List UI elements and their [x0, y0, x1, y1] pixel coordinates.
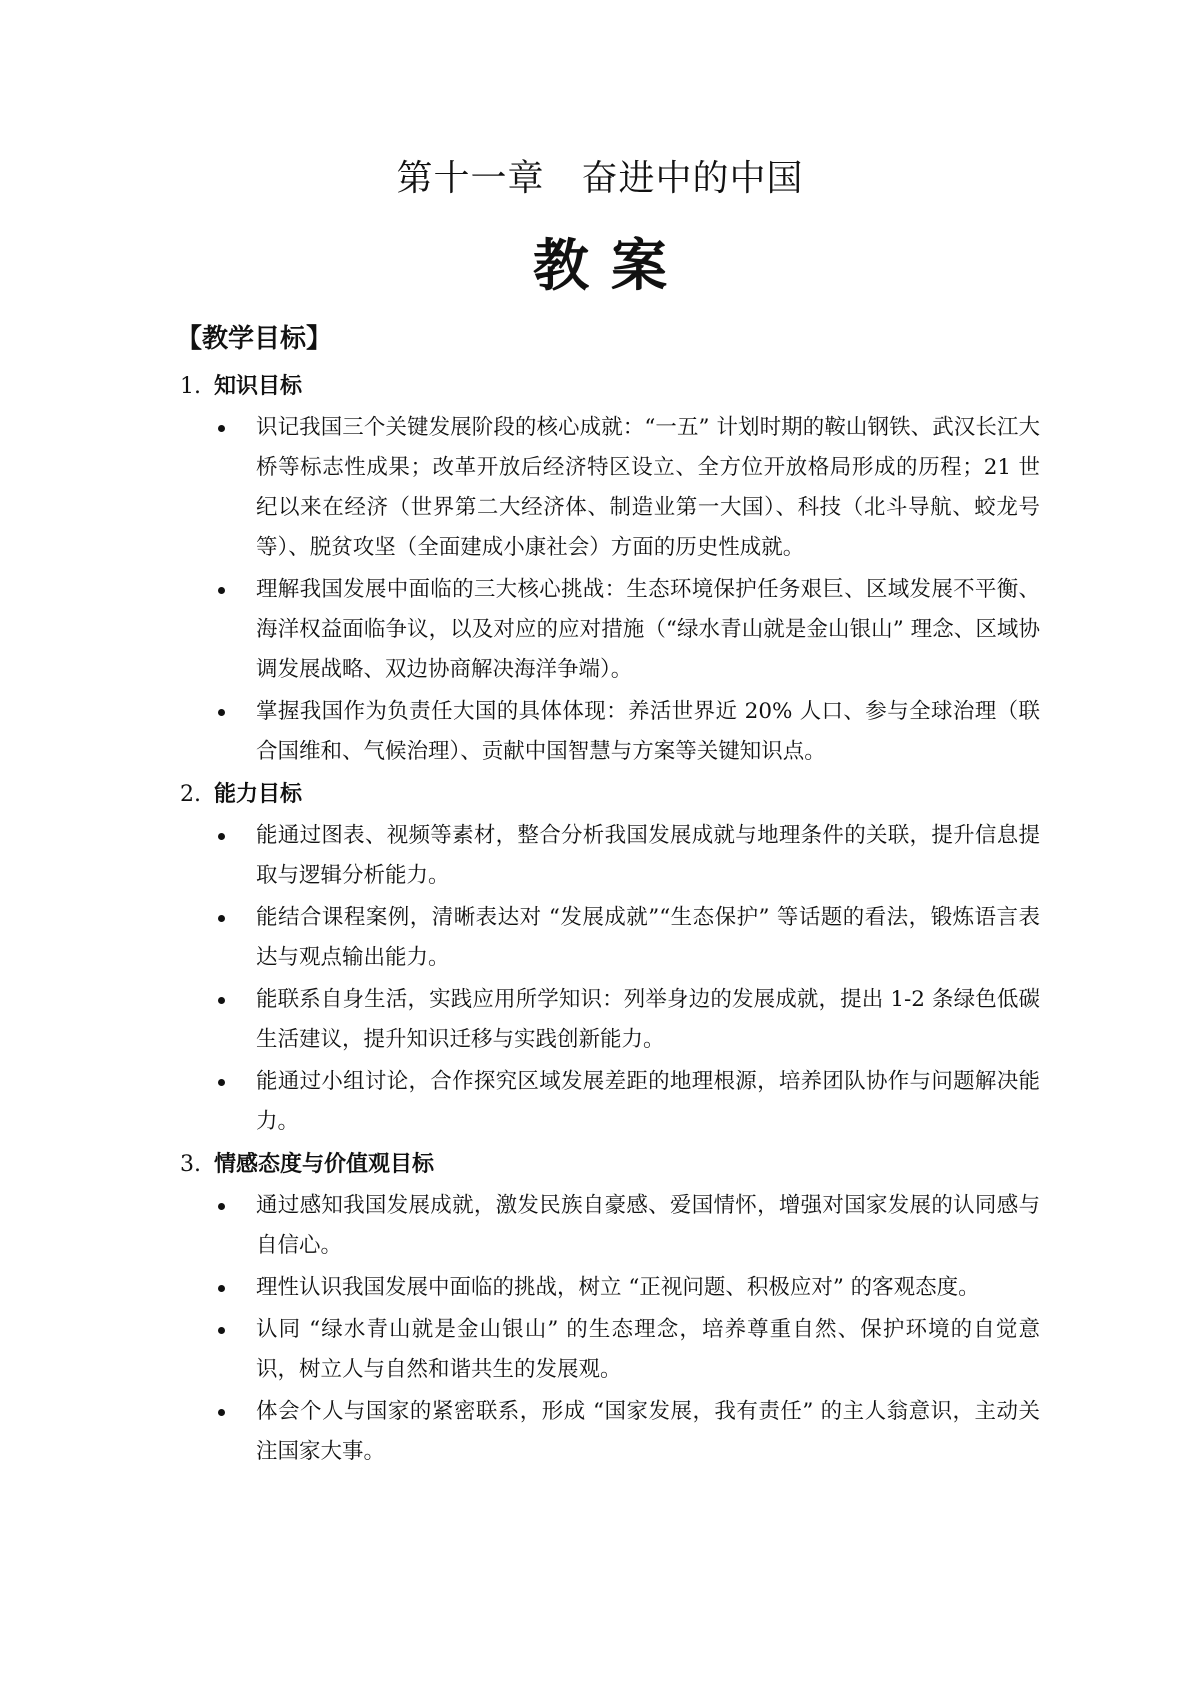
list-item-text: 认同 “绿水青山就是金山银山” 的生态理念，培养尊重自然、保护环境的自觉意识，树立人与自然和谐共生的发展观。: [256, 1317, 1040, 1382]
bullet-icon: [218, 1079, 225, 1086]
bullet-icon: [218, 425, 225, 432]
chapter-title: 第十一章 奋进中的中国: [396, 158, 804, 199]
list-item: [180, 408, 1040, 568]
objective-knowledge: [180, 366, 1040, 772]
bullet-icon: [218, 833, 225, 840]
list-item: [180, 1268, 1040, 1308]
bullet-icon: [218, 997, 225, 1004]
objective-heading: [180, 1144, 1040, 1186]
list-item-text: 能通过图表、视频等素材，整合分析我国发展成就与地理条件的关联，提升信息提取与逻辑分析能力。: [256, 823, 1040, 888]
objective-title: 能力目标: [214, 782, 303, 807]
list-item: [180, 1392, 1040, 1472]
list-item-text: 能结合课程案例，清晰表达对 “发展成就”“生态保护” 等话题的看法，锻炼语言表达与观点输出能力。: [256, 905, 1040, 970]
objective-item-list: [180, 1186, 1040, 1472]
document-title: 教案: [533, 234, 689, 299]
bullet-icon: [218, 1409, 225, 1416]
list-item-text: 理解我国发展中面临的三大核心挑战：生态环境保护任务艰巨、区域发展不平衡、海洋权益面临争议，以及对应的应对措施（“绿水青山就是金山银山” 理念、区域协调发展战略、双边协商解决海洋争端）。: [256, 577, 1040, 682]
bullet-icon: [218, 1203, 225, 1210]
list-item: [180, 980, 1040, 1060]
objective-item-list: [180, 408, 1040, 772]
list-item-text: 通过感知我国发展成就，激发民族自豪感、爱国情怀，增强对国家发展的认同感与自信心。: [256, 1193, 1040, 1258]
objective-number: 3.: [180, 1152, 201, 1177]
objective-title: 情感态度与价值观目标: [214, 1152, 435, 1177]
objectives-content: [180, 366, 1040, 1474]
objective-values: [180, 1144, 1040, 1472]
list-item: [180, 816, 1040, 896]
list-item: [180, 898, 1040, 978]
list-item: [180, 1186, 1040, 1266]
list-item: [180, 1062, 1040, 1142]
bullet-icon: [218, 1285, 225, 1292]
bullet-icon: [218, 709, 225, 716]
objective-heading: [180, 366, 1040, 408]
objective-item-list: [180, 816, 1040, 1142]
list-item-text: 理性认识我国发展中面临的挑战，树立 “正视问题、积极应对” 的客观态度。: [256, 1275, 980, 1300]
list-item-text: 体会个人与国家的紧密联系，形成 “国家发展，我有责任” 的主人翁意识，主动关注国家大事。: [256, 1399, 1040, 1464]
objective-number: 2.: [180, 782, 201, 807]
list-item: [180, 1310, 1040, 1390]
objective-ability: [180, 774, 1040, 1142]
list-item: [180, 692, 1040, 772]
bullet-icon: [218, 915, 225, 922]
objective-number: 1.: [180, 374, 201, 399]
bullet-icon: [218, 1327, 225, 1334]
list-item-text: 识记我国三个关键发展阶段的核心成就：“一五” 计划时期的鞍山钢铁、武汉长江大桥等标志性成果；改革开放后经济特区设立、全方位开放格局形成的历程；21 世纪以来在经济（世界第二大经济体、制造业第一大国）、科技（北斗导航、蛟龙号等）、脱贫攻坚（全面建成小康社会）方面的历史性成就。: [256, 415, 1040, 560]
list-item-text: 能联系自身生活，实践应用所学知识：列举身边的发展成就，提出 1-2 条绿色低碳生活建议，提升知识迁移与实践创新能力。: [256, 987, 1040, 1052]
list-item: [180, 570, 1040, 690]
list-item-text: 掌握我国作为负责任大国的具体体现：养活世界近 20% 人口、参与全球治理（联合国维和、气候治理）、贡献中国智慧与方案等关键知识点。: [256, 699, 1040, 764]
list-item-text: 能通过小组讨论，合作探究区域发展差距的地理根源，培养团队协作与问题解决能力。: [256, 1069, 1040, 1134]
objective-heading: [180, 774, 1040, 816]
objective-title: 知识目标: [214, 374, 303, 399]
bullet-icon: [218, 587, 225, 594]
section-heading-teaching-objectives: 【教学目标】: [176, 324, 333, 354]
